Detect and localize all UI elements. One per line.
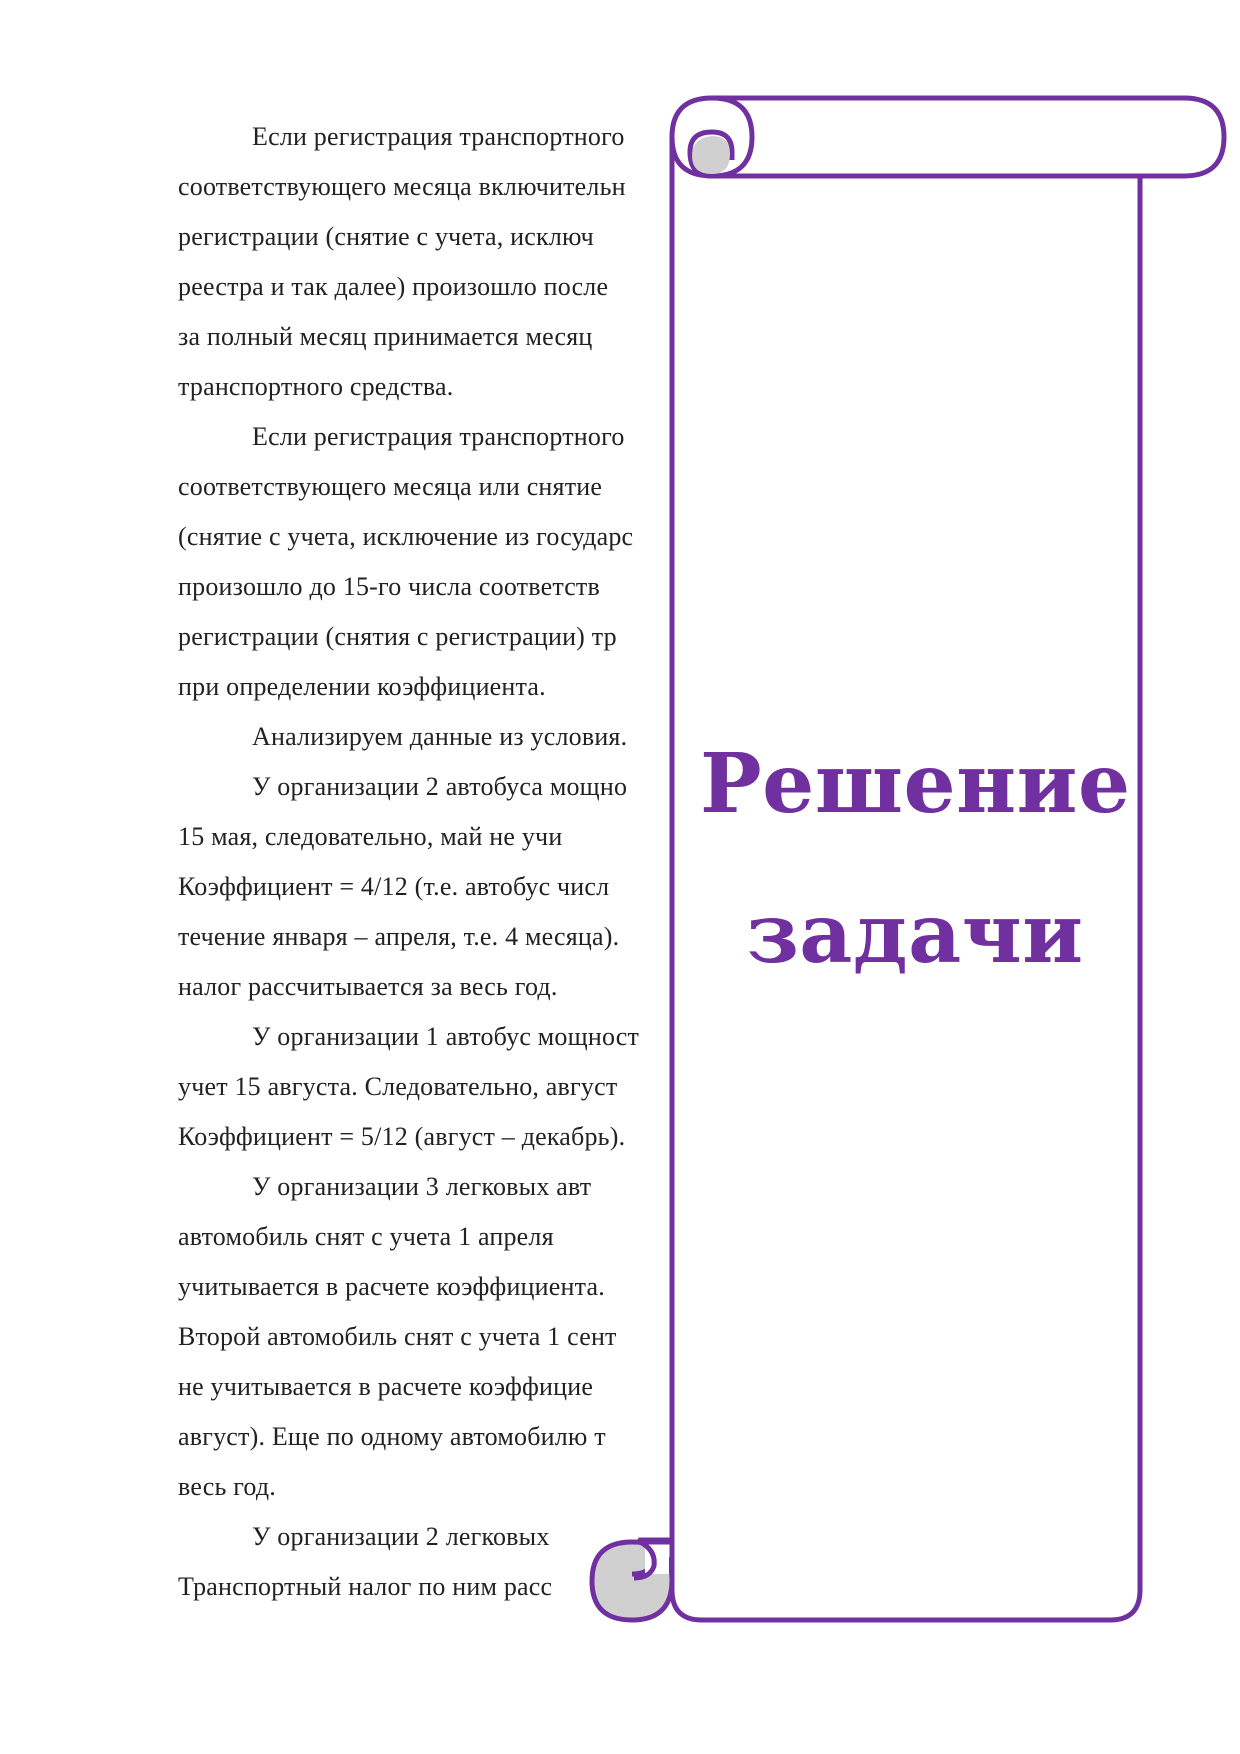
scroll-title-line1: Решение: [700, 736, 1131, 832]
text-line: не учитывается в расчете коэффицие: [178, 1372, 594, 1401]
scroll-top-curl-fill: [692, 136, 730, 174]
text-line: У организации 3 легковых авт: [252, 1172, 592, 1201]
text-line: У организации 2 автобуса мощно: [252, 772, 628, 801]
text-line: за полный месяц принимается месяц: [178, 322, 593, 351]
text-line: Коэффициент = 4/12 (т.е. автобус числ: [178, 872, 610, 901]
text-line: Анализируем данные из условия.: [252, 722, 628, 751]
text-line: 15 мая, следовательно, май не учи: [178, 822, 563, 851]
text-line: произошло до 15-го числа соответств: [178, 572, 600, 601]
text-line: реестра и так далее) произошло после: [178, 272, 609, 301]
scroll-top-roll: [672, 98, 1224, 176]
text-line: Если регистрация транспортного: [252, 422, 625, 451]
text-line: Коэффициент = 5/12 (август – декабрь).: [178, 1122, 626, 1151]
text-line: течение января – апреля, т.е. 4 месяца).: [178, 922, 620, 951]
text-line: регистрации (снятие с учета, исключ: [178, 222, 594, 251]
text-line: Транспортный налог по ним расс: [178, 1572, 553, 1601]
text-line: учет 15 августа. Следовательно, август: [178, 1072, 618, 1101]
text-line: август). Еще по одному автомобилю т: [178, 1422, 606, 1451]
text-line: весь год.: [178, 1472, 277, 1501]
scroll-body: [672, 137, 1140, 1620]
text-line: Второй автомобиль снят с учета 1 сент: [178, 1322, 617, 1351]
text-line: (снятие с учета, исключение из государс: [178, 522, 634, 551]
text-line: учитывается в расчете коэффициента.: [178, 1272, 605, 1301]
text-line: У организации 2 легковых: [252, 1522, 550, 1551]
text-line: соответствующего месяца или снятие: [178, 472, 603, 501]
text-line: У организации 1 автобус мощност: [252, 1022, 640, 1051]
text-line: транспортного средства.: [178, 372, 454, 401]
text-line: при определении коэффициента.: [178, 672, 546, 701]
text-line: налог рассчитывается за весь год.: [178, 972, 558, 1001]
text-line: автомобиль снят с учета 1 апреля: [178, 1222, 554, 1251]
scroll-title-line2: задачи: [746, 886, 1084, 982]
text-line: регистрации (снятия с регистрации) тр: [178, 622, 617, 651]
text-line: соответствующего месяца включительн: [178, 172, 626, 201]
text-line: Если регистрация транспортного: [252, 122, 625, 151]
